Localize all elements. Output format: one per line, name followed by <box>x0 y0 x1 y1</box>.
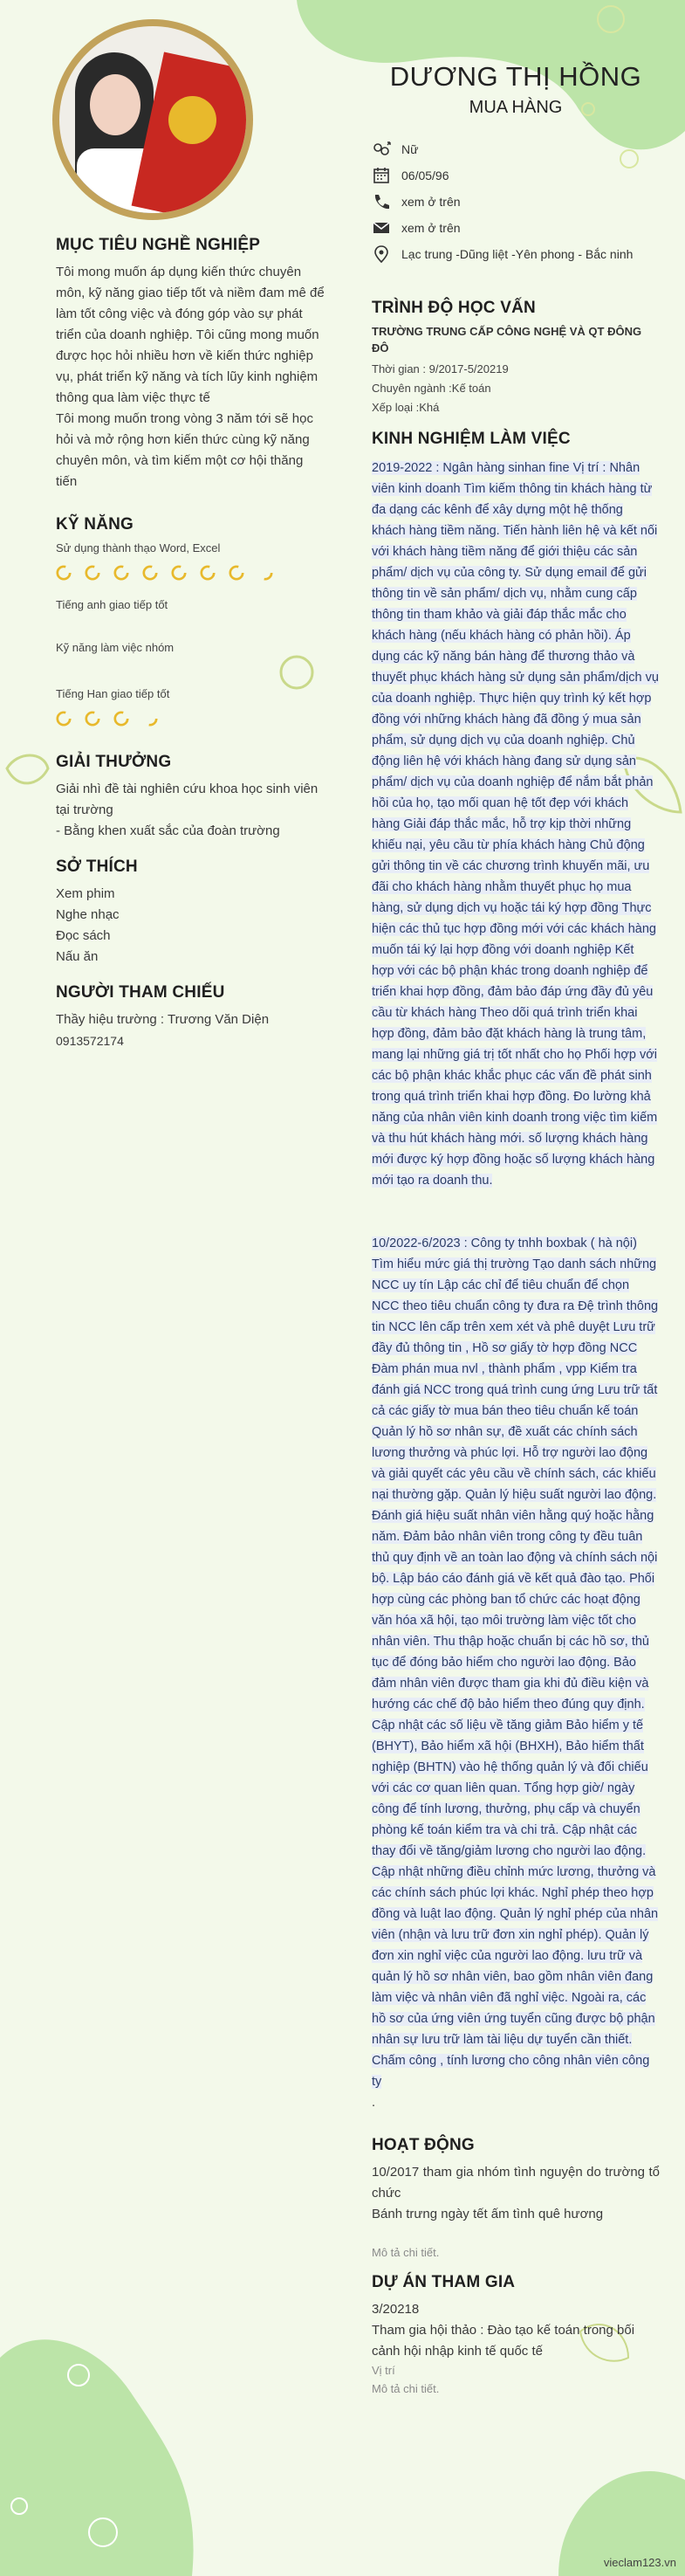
gender-icon <box>372 141 391 158</box>
skill-rating-korean <box>56 711 326 727</box>
rating-circle-icon <box>56 711 72 727</box>
email-row <box>372 219 660 238</box>
rating-circle-icon <box>85 711 100 727</box>
experience-job-1-text: 2019-2022 : Ngân hàng sinhan fine Vị trí : Nhân viên kinh doanh Tìm kiếm thông tin khách hàng từ đa dạng các kênh để xây dựng một hệ thống khách hàng tiềm năng. Tiến hành liên hệ và kết nối với khách hàng tiềm năng để giới thiệu các sản phẩm/ dịch vụ của công ty. Sử dụng email để gửi thông tin về sản phẩm/ dịch vụ, nhằm cung cấp thông tin tham khảo và giải đáp thắc mắc cho khách hàng (nếu khách hàng có phản hồi). Áp dụng các kỹ năng bán hàng để thương thảo và thuyết phục khách hàng sử dụng sản phẩm/dịch vụ của doanh nghiệp. Thực hiện quy trình ký kết hợp đồng với những khách hàng đã đồng ý mua sản phẩm, sử dụng dịch vụ của doanh nghiệp. Chủ động liên hệ với khách hàng đang sử dụng sản phẩm/ dịch vụ của doanh nghiệp để nắm bắt phản hồi của họ, tạo mối quan hệ tốt đẹp với khách hàng Giải đáp thắc mắc, hỗ trợ kịp thời những khiếu nại, yêu cầu từ phía khách hàng Chủ động gửi thông tin về các chương trình khuyến mãi, ưu đãi cho khách hàng nhằm thuyết phục họ mua hàng, sử dụng dịch vụ hoặc tái ký hợp đồng Thực hiện các thủ tục hợp đồng mới với các khách hàng muốn tái ký lại hợp đồng với doanh nghiệp Kết hợp với các bộ phận khác trong doanh nghiệp để triển khai hợp đồng, đảm bảo đáp ứng đầy đủ yêu cầu từ khách hàng Theo dõi quá trình triển khai hợp đồng, đảm bảo đặt khách hàng là trung tâm, mang lại những giá trị tốt nhất cho họ Phối hợp với các bộ phận khác khắc phục các vấn đề phát sinh trong quá trình triển khai hợp đồng. Đo lường khả năng của nhân viên kinh doanh trong việc tìm kiếm và thu hút khách hàng mới. số lượng khách hàng mới được ký hợp đồng hoặc số lượng khách hàng mới tạo ra doanh thu. <box>372 461 659 1188</box>
objective-title: MỤC TIÊU NGHỀ NGHIỆP <box>56 236 261 254</box>
experience-job-2 <box>372 1233 660 2092</box>
education-major: Chuyên ngành :Kế toán <box>372 382 491 395</box>
address-value: Lạc trung -Dũng liệt -Yên phong - Bắc ninh <box>401 247 634 261</box>
birthday-row <box>372 167 660 185</box>
hobby-item: Nghe nhạc <box>56 907 120 922</box>
rating-circle-icon <box>56 565 72 581</box>
projects-title: DỰ ÁN THAM GIA <box>372 2273 516 2291</box>
skill-name-teamwork: Kỹ năng làm việc nhóm <box>56 641 175 654</box>
hobbies-title: SỞ THÍCH <box>56 858 138 876</box>
hobby-item: Đọc sách <box>56 928 111 943</box>
reference-title: NGƯỜI THAM CHIẾU <box>56 983 225 1002</box>
watermark: vieclam123.vn <box>603 2556 676 2569</box>
address-row <box>372 245 660 264</box>
project-description: Mô tả chi tiết. <box>372 2382 440 2395</box>
phone-row <box>372 193 660 211</box>
education-school: TRƯỜNG TRUNG CẤP CÔNG NGHỆ VÀ QT ĐÔNG ĐÔ <box>372 325 642 355</box>
rating-circle-icon <box>113 711 129 727</box>
birthday-value: 06/05/96 <box>401 169 449 183</box>
skill-name-word-excel: Sử dụng thành thạo Word, Excel <box>56 541 221 554</box>
activity-line-1: 10/2017 tham gia nhóm tình nguyện do trường tổ chức <box>372 2165 660 2201</box>
education-rank: Xếp loại :Khá <box>372 401 440 414</box>
education-time: Thời gian : 9/2017-5/20219 <box>372 362 509 375</box>
project-role: Vị trí <box>372 2364 395 2377</box>
phone-value: xem ở trên <box>401 195 461 209</box>
experience-job-1 <box>372 458 660 1191</box>
rating-circle-icon <box>229 565 244 581</box>
rating-circle-icon <box>85 565 100 581</box>
objective-text: Tôi mong muốn áp dụng kiến thức chuyên môn, kỹ năng giao tiếp tốt và niềm đam mê để làm tốt công việc và đóng góp vào sự phát triển của doanh nghiệp. Tôi cũng mong muốn được học hỏi nhiều hơn về kiến thức nghiệp vụ, phát triển kỹ năng và tích lũy kinh nghiệm thông qua làm việc thực tế Tôi mong muốn trong vòng 3 năm tới sẽ học hỏi và mở rộng hơn kiến thức cùng kỹ năng chuyên môn, và tìm kiếm một cơ hội thăng tiến <box>56 265 325 489</box>
rating-circle-icon <box>171 565 187 581</box>
skill-rating-word-excel <box>56 565 326 581</box>
rating-circle-icon <box>257 565 273 581</box>
awards-title: GIẢI THƯỞNG <box>56 753 172 771</box>
avatar <box>52 19 253 220</box>
rating-circle-icon <box>113 565 129 581</box>
skill-name-english: Tiếng anh giao tiếp tốt <box>56 598 168 611</box>
education-title: TRÌNH ĐỘ HỌC VẤN <box>372 299 536 317</box>
activities-title: HOẠT ĐỘNG <box>372 2136 475 2154</box>
reference-phone: 0913572174 <box>56 1034 124 1048</box>
activity-description: Mô tả chi tiết. <box>372 2246 440 2259</box>
experience-title: KINH NGHIỆM LÀM VIỆC <box>372 430 571 448</box>
calendar-icon <box>372 167 391 184</box>
skill-name-korean: Tiếng Han giao tiếp tốt <box>56 687 170 700</box>
candidate-role: MUA HÀNG <box>469 98 563 117</box>
activity-line-2: Bánh trưng ngày tết ấm tình quê hương <box>372 2207 604 2221</box>
gender-value: Nữ <box>401 142 419 156</box>
hobby-item: Nấu ăn <box>56 949 99 964</box>
rating-circle-icon <box>142 565 158 581</box>
hobby-item: Xem phim <box>56 886 115 901</box>
project-date: 3/20218 <box>372 2302 420 2317</box>
rating-circle-icon <box>200 565 216 581</box>
email-value: xem ở trên <box>401 221 461 235</box>
candidate-name: DƯƠNG THỊ HỒNG <box>389 61 642 92</box>
awards-text: Giải nhì đề tài nghiên cứu khoa học sinh viên tại trường - Bằng khen xuất sắc của đoàn trường <box>56 782 319 838</box>
envelope-icon <box>372 219 391 237</box>
gender-row <box>372 141 660 159</box>
experience-trail: . <box>372 2096 376 2110</box>
project-text: Tham gia hội thảo : Đào tạo kế toán trong bối cảnh hội nhập kinh tế quốc tế <box>372 2323 635 2359</box>
location-pin-icon <box>372 245 391 263</box>
experience-job-2-text: 10/2022-6/2023 : Công ty tnhh boxbak ( hà nội) Tìm hiểu mức giá thị trường Tạo danh sách những NCC uy tín Lập các chỉ để tiêu chuẩn để chọn NCC theo tiêu chuẩn công ty đưa ra Đệ trình thông tin NCC lên cấp trên xem xét và phê duyệt Lưu trữ đầy đủ thông tin , Hồ sơ giấy tờ hợp đồng NCC Đàm phán mua nvl , thành phẩm , vpp Kiểm tra đánh giá NCC trong quá trình cung ứng Lưu trữ tất cả các giấy tờ mua bán theo tiêu chuẩn kế toán Quản lý hồ sơ nhân sự, đề xuất các chính sách lương thưởng và phúc lợi. Hỗ trợ người lao động và giải quyết các yêu cầu về chính sách, các khiếu nại thường gặp. Quản lý hiệu suất người lao động. Đánh giá hiệu suất nhân viên hằng quý hoặc hằng năm. Đảm bảo nhân viên trong công ty đều tuân thủ quy định về an toàn lao động và chính sách nội bộ. Lập báo cáo đánh giá về kết quả đào tạo. Phối hợp cùng các phòng ban tổ chức các hoạt động văn hóa xã hội, tạo môi trường làm việc tốt cho nhân viên. Thu thập hoặc chuẩn bị các hồ sơ, thủ tục để đóng bảo hiểm cho người lao động. Bảo đảm nhân viên được tham gia khi đủ điều kiện và hướng các chế độ bảo hiểm theo đúng quy định. Cập nhật các số liệu về tăng giảm Bảo hiểm y tế (BHYT), Bảo hiểm xã hội (BHXH), Bảo hiểm thất nghiệp (BHTN) vào hệ thống quản lý và đối chiếu với các cơ quan liên quan. Tổng hợp giờ/ ngày công để tính lương, thưởng, phụ cấp và chuyển phòng kế toán kiểm tra và chi trả. Cập nhật các thay đổi về tăng/giảm lương cho người lao động. Cập nhật những điều chỉnh mức lương, thưởng và các chính sách phúc lợi khác. Nghỉ phép theo hợp đồng và luật lao động. Quản lý nghỉ phép của nhân viên (nhận và lưu trữ đơn xin nghỉ phép). Quản lý đơn xin nghỉ việc của người lao động. lưu trữ và quản lý hồ sơ nhân viên, bao gồm nhân viên đang làm việc và nhân viên đã nghỉ việc. Ngoài ra, các hồ sơ của ứng viên ứng tuyển cũng được bộ phận nhân sự lưu trữ làm tài liệu dự tuyển cần thiết. Chấm công , tính lương cho công nhân viên công ty <box>372 1236 659 2089</box>
reference-person: Thầy hiệu trường : Trương Văn Diện <box>56 1012 270 1027</box>
rating-circle-icon <box>142 711 158 727</box>
skills-title: KỸ NĂNG <box>56 515 134 534</box>
phone-icon <box>372 193 391 210</box>
